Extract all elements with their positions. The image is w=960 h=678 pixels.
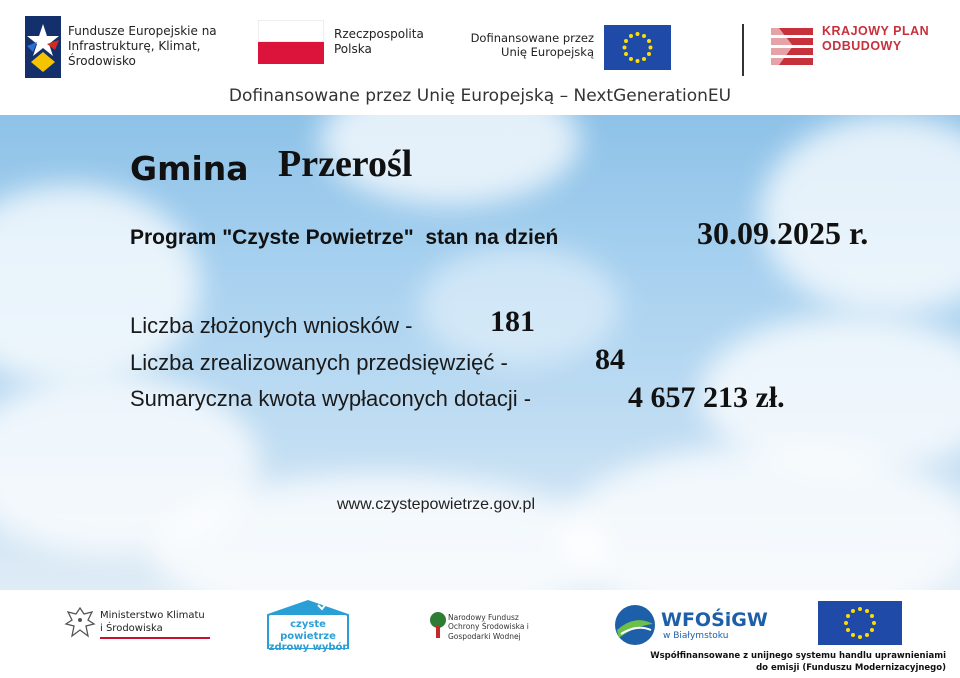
eu-cofinanced-logo-text: Dofinansowane przez Unię Europejską [470,31,594,60]
nfosigw-tree-icon [430,610,446,640]
wfosigw-logo-text: WFOŚiGW [661,609,768,631]
polish-eagle-icon [64,606,96,644]
kpo-logo-text: KRAJOWY PLAN ODBUDOWY [822,24,930,53]
eu-flag-bottom-icon [818,601,902,645]
stat-grants-value: 4 657 213 zł. [628,381,785,414]
cofinancing-text: Współfinansowane z unijnego systemu handlu uprawnieniami do emisji (Funduszu Modernizacyjnego) [650,651,946,674]
stat-grants-label: Sumaryczna kwota wypłaconych dotacji - [130,386,532,411]
ministry-logo-text: Ministerstwo Klimatu i Środowiska [100,610,210,639]
fundusze-europejskie-logo-icon [25,16,61,78]
status-date: 30.09.2025 r. [697,215,869,251]
title-gmina: Gmina [130,149,249,188]
stat-completed-value: 84 [595,343,625,376]
logo-divider [742,24,744,76]
czyste-powietrze-logo-text: czyste powietrze zdrowy wybór [268,619,348,653]
stat-completed-label: Liczba zrealizowanych przedsięwzięć - [130,350,508,375]
stat-applications-label: Liczba złożonych wniosków - [130,313,413,338]
title-municipality-name: Przerośl [278,143,413,185]
eu-flag-icon [604,25,671,70]
funding-line: Dofinansowane przez Unię Europejską – NextGenerationEU [228,86,732,106]
kpo-logo-icon [771,24,813,68]
wfosigw-logo-subtext: w Białymstoku [663,631,729,641]
stat-applications-value: 181 [490,305,535,338]
program-label: Program "Czyste Powietrze" stan na dzień [130,226,559,249]
wfosigw-logo-icon [613,604,657,646]
rzeczpospolita-logo-text: Rzeczpospolita Polska [334,27,424,56]
website-link[interactable]: www.czystepowietrze.gov.pl [337,496,535,513]
nfosigw-logo-text: Narodowy Fundusz Ochrony Środowiska i Gospodarki Wodnej [448,613,529,641]
poland-flag-icon [258,20,324,64]
fundusze-europejskie-logo-text: Fundusze Europejskie na Infrastrukturę, Klimat, Środowisko [68,24,217,68]
